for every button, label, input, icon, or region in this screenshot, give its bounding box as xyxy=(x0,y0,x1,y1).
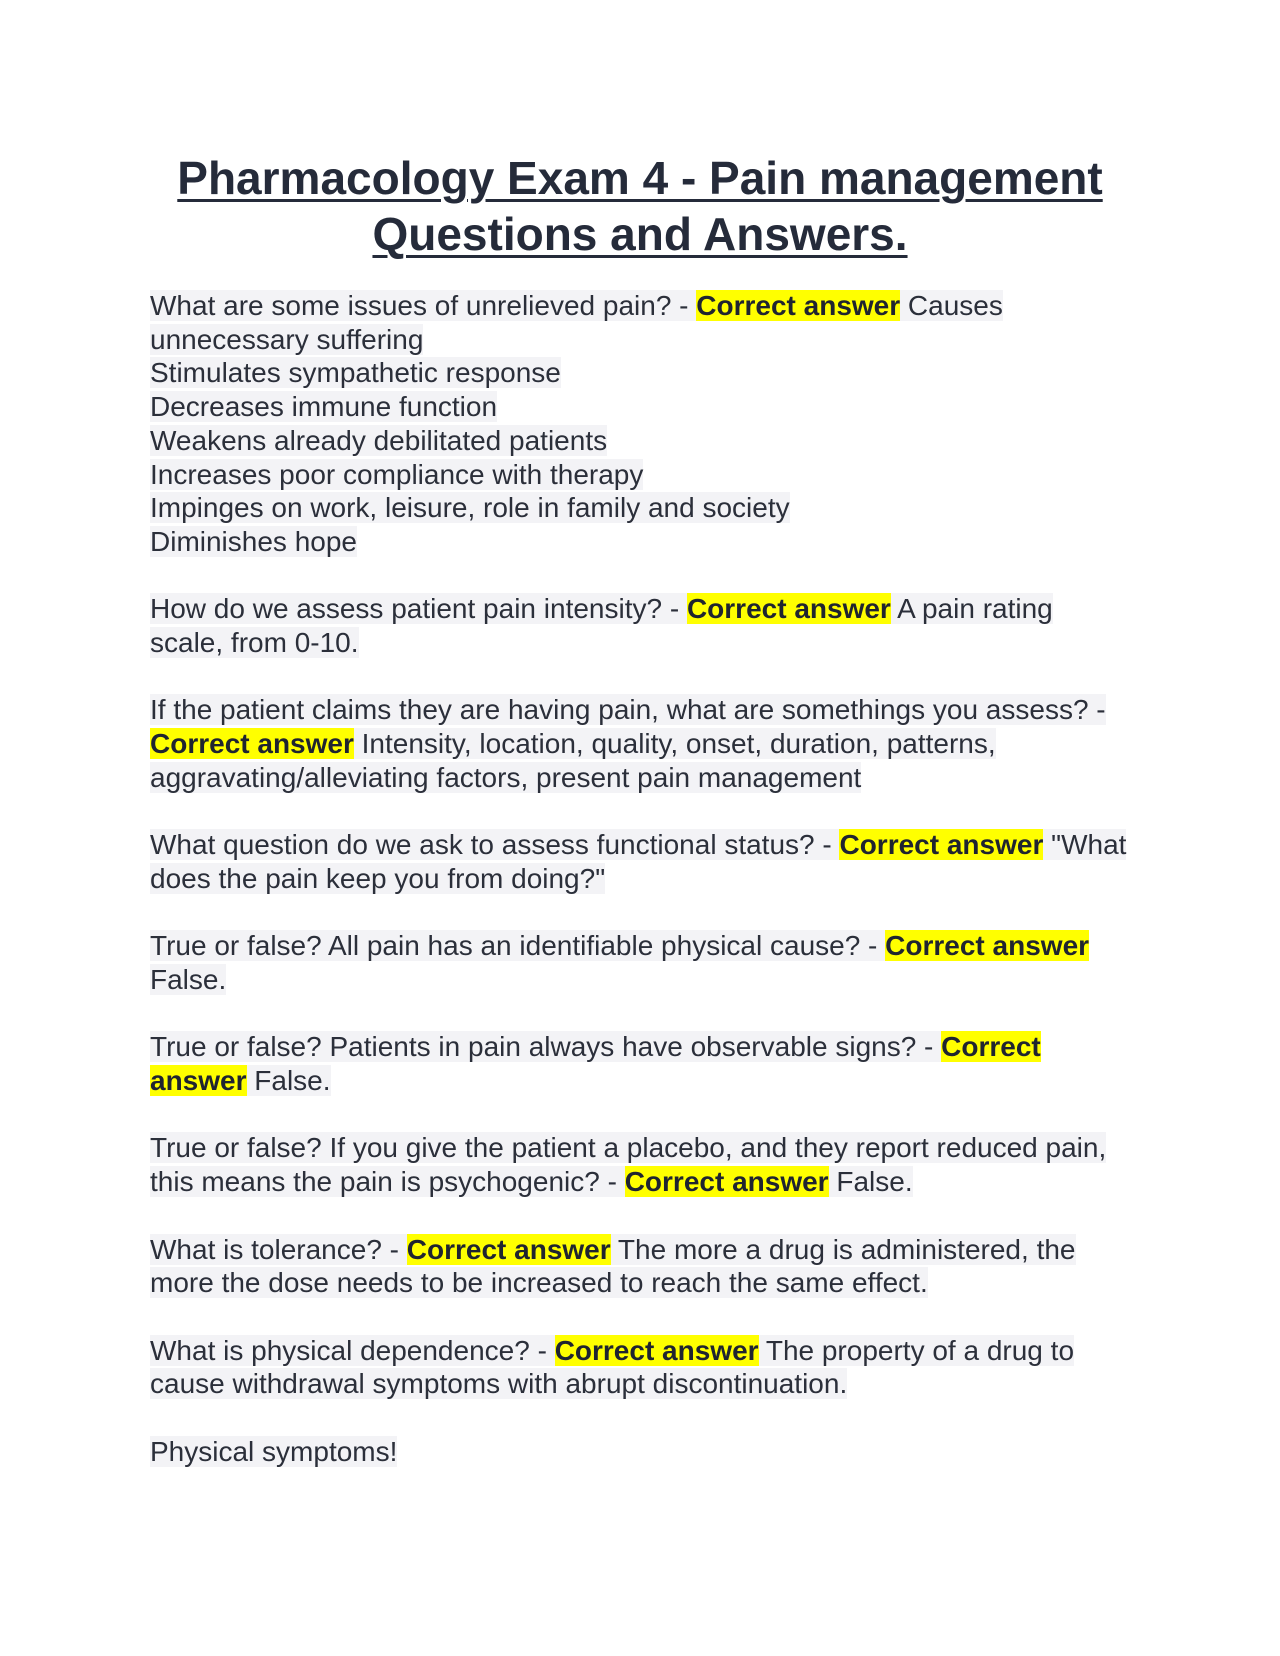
answer-line xyxy=(150,356,1130,390)
question-text: What question do we ask to assess functional status? - xyxy=(150,829,840,861)
correct-answer-label: Correct answer xyxy=(839,829,1044,861)
answer-line-text: Decreases immune function xyxy=(150,391,498,423)
correct-answer-label: Correct answer xyxy=(624,1166,829,1198)
question-text: What are some issues of unrelieved pain? - xyxy=(150,290,697,321)
answer-text: False. xyxy=(150,964,227,995)
document-title xyxy=(150,150,1130,262)
qa-item xyxy=(150,1030,1130,1097)
qa-list xyxy=(150,289,1130,1502)
answer-line-text: Diminishes hope xyxy=(150,525,357,557)
answer-text: The more a drug is administered, the more the dose needs to be increased to reach the same effect. xyxy=(150,1233,1076,1299)
correct-answer-label: Correct answer xyxy=(150,728,354,760)
qa-item xyxy=(150,289,1130,559)
correct-answer-label: Correct answer xyxy=(554,1334,759,1366)
answer-text: A pain rating scale, from 0-10. xyxy=(150,593,1053,659)
qa-item xyxy=(150,1334,1130,1401)
qa-item xyxy=(150,1233,1130,1300)
qa-item xyxy=(150,929,1130,996)
answer-line xyxy=(150,491,1130,525)
question-text: True or false? If you give the patient a placebo, and they report reduced pain, this means the pain is psychogenic? - xyxy=(150,1132,1107,1198)
correct-answer-label: Correct answer xyxy=(686,593,891,625)
question-text: True or false? All pain has an identifiable physical cause? - xyxy=(150,930,886,962)
question-text: If the patient claims they are having pain, what are somethings you assess? - xyxy=(150,694,1106,726)
closing-note xyxy=(150,1435,1130,1469)
correct-answer-label: Correct answer xyxy=(406,1233,611,1265)
title-line-2: Questions and Answers. xyxy=(372,208,908,260)
correct-answer-label: Correct answer xyxy=(885,930,1090,962)
qa-item xyxy=(150,828,1130,895)
question-text: True or false? Patients in pain always have observable signs? - xyxy=(150,1031,942,1063)
answer-line-text: Impinges on work, leisure, role in family and society xyxy=(150,492,790,524)
answer-text: The property of a drug to cause withdrawal symptoms with abrupt discontinuation. xyxy=(150,1334,1075,1400)
qa-item xyxy=(150,592,1130,659)
qa-item xyxy=(150,1131,1130,1198)
answer-text: False. xyxy=(828,1166,913,1198)
answer-line xyxy=(150,458,1130,492)
question-text: How do we assess patient pain intensity? - xyxy=(150,593,687,625)
question-text: What is physical dependence? - xyxy=(150,1334,555,1366)
qa-item xyxy=(150,693,1130,794)
title-line-1: Pharmacology Exam 4 - Pain management xyxy=(177,152,1103,204)
correct-answer-label: Correct answer xyxy=(696,290,901,321)
answer-text: Causes unnecessary suffering xyxy=(150,290,1003,355)
answer-text: False. xyxy=(246,1065,331,1097)
answer-text: Intensity, location, quality, onset, duration, patterns, aggravating/alleviating factors, present pain management xyxy=(150,728,996,793)
answer-line xyxy=(150,424,1130,458)
answer-line xyxy=(150,390,1130,424)
answer-line-text: Weakens already debilitated patients xyxy=(150,424,608,456)
answer-line xyxy=(150,525,1130,559)
answer-text: "What does the pain keep you from doing?" xyxy=(150,829,1127,894)
answer-line-text: Increases poor compliance with therapy xyxy=(150,458,644,490)
correct-answer-label: Correct answer xyxy=(150,1031,1041,1097)
answer-line-text: Stimulates sympathetic response xyxy=(150,357,561,389)
closing-text: Physical symptoms! xyxy=(150,1435,398,1467)
question-text: What is tolerance? - xyxy=(150,1233,407,1265)
